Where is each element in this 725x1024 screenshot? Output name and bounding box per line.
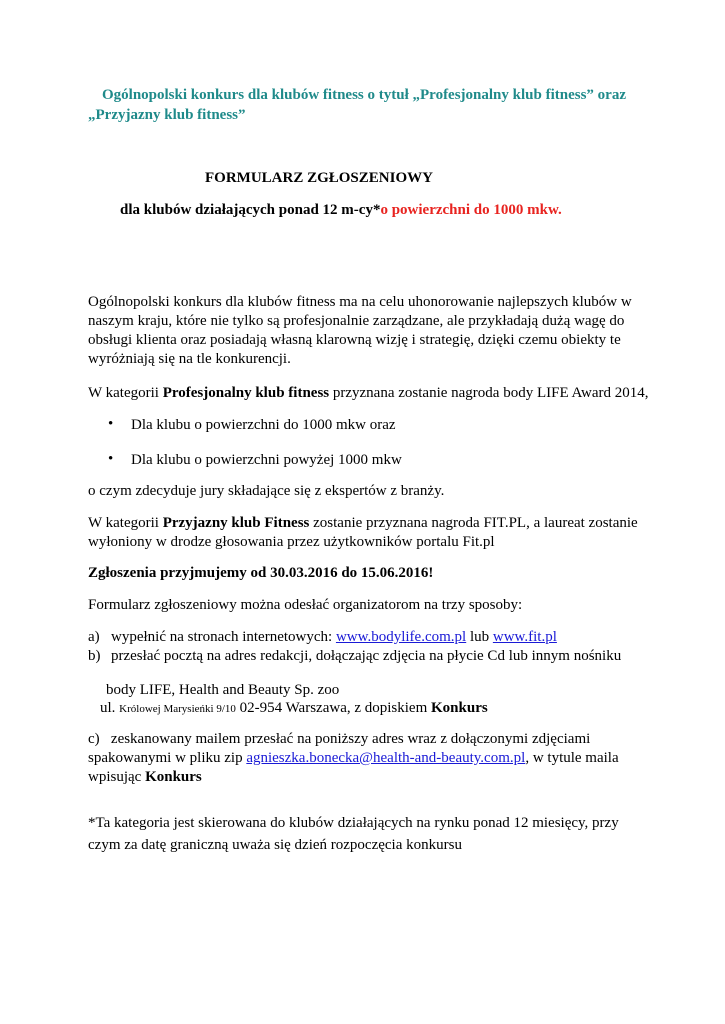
bullet-item: Dla klubu o powierzchni do 1000 mkw oraz <box>131 417 396 433</box>
method-a-label: a) <box>88 629 100 645</box>
subtitle-part-2: o powierzchni do 1000 mkw. <box>380 202 562 218</box>
jury-text: o czym zdecyduje jury składające się z ekspertów z branży. <box>88 483 445 499</box>
method-a-text: wypełnić na stronach internetowych: <box>111 629 336 645</box>
footnote-line-1: *Ta kategoria jest skierowana do klubów działających na rynku ponad 12 miesięcy, przy <box>88 815 619 831</box>
fitpl-link[interactable]: www.fit.pl <box>492 629 557 645</box>
category-2-name: Przyjazny klub Fitness <box>162 515 310 531</box>
category-1-name: Profesjonalny klub fitness <box>162 385 330 401</box>
intro-line: obsługi klienta oraz posiadają własną klarowną wizję i strategię, dzięki czemu obiekty te <box>88 332 621 348</box>
method-a <box>111 628 557 647</box>
category-2-suffix: zostanie przyznana nagroda FIT.PL, a laureat zostanie <box>309 515 638 531</box>
category-1-suffix: przyznana zostanie nagroda body LIFE Award 2014, <box>329 385 649 401</box>
address-line <box>100 699 488 719</box>
method-c-text-1: zeskanowany mailem przesłać na poniższy adres wraz z dołączonymi zdjęciami <box>110 731 591 747</box>
category-2-line-2: wyłoniony w drodze głosowania przez użytkowników portalu Fit.pl <box>88 534 495 550</box>
address-city: 02-954 Warszawa, z dopiskiem <box>239 700 432 716</box>
address-note: Konkurs <box>431 700 488 716</box>
bullet-item: Dla klubu o powierzchni powyżej 1000 mkw <box>131 452 402 468</box>
subtitle <box>120 202 562 219</box>
category-1-prefix: W kategorii <box>88 385 163 401</box>
bodylife-link[interactable]: www.bodylife.com.pl <box>335 629 467 645</box>
intro-line: naszym kraju, które nie tylko są profesjonalnie zarządzane, ale przykładają dużą wagę do <box>88 313 625 329</box>
email-link[interactable]: agnieszka.bonecka@health-and-beauty.com.pl <box>246 750 526 766</box>
address-ul: ul. <box>100 700 116 716</box>
method-a-between: lub <box>466 629 493 645</box>
method-b-text: przesłać pocztą na adres redakcji, dołączając zdjęcia na płycie Cd lub innym nośniku <box>111 648 622 664</box>
footnote <box>88 812 619 856</box>
method-c-text-2: spakowanymi w pliku zip <box>88 750 247 766</box>
category-2-prefix: W kategorii <box>88 515 163 531</box>
form-title: FORMULARZ ZGŁOSZENIOWY <box>205 170 433 186</box>
method-c-keyword: Konkurs <box>145 769 202 785</box>
header-line-1: Ogólnopolski konkurs dla klubów fitness o tytuł „Profesjonalny klub fitness” oraz <box>102 87 626 103</box>
intro-line: wyróżniają się na tle konkurencji. <box>88 351 291 367</box>
methods-intro: Formularz zgłoszeniowy można odesłać organizatorom na trzy sposoby: <box>88 597 523 613</box>
bullet-dot-icon: • <box>108 416 114 432</box>
subtitle-part-1: dla klubów działających ponad 12 m-cy* <box>120 202 381 218</box>
method-c-text-2-suffix: , w tytule maila <box>525 750 619 766</box>
method-b-label: b) <box>88 648 101 664</box>
method-c-text-3: wpisując <box>88 769 146 785</box>
address-street: Królowej Marysieńki 9/10 <box>119 703 236 715</box>
bullet-dot-icon: • <box>108 451 114 467</box>
category-2-paragraph <box>88 514 638 552</box>
footnote-line-2: czym za datę graniczną uważa się dzień rozpoczęcia konkursu <box>88 837 462 853</box>
header-line-2: „Przyjazny klub fitness” <box>88 107 246 123</box>
address-company: body LIFE, Health and Beauty Sp. zoo <box>106 682 340 698</box>
method-c-label: c) <box>88 731 100 747</box>
method-c <box>88 730 619 787</box>
intro-paragraph <box>88 293 632 369</box>
deadline-notice: Zgłoszenia przyjmujemy od 30.03.2016 do 15.06.2016! <box>88 565 434 581</box>
category-1-paragraph <box>88 384 648 403</box>
intro-line: Ogólnopolski konkurs dla klubów fitness ma na celu uhonorowanie najlepszych klubów w <box>88 294 632 310</box>
